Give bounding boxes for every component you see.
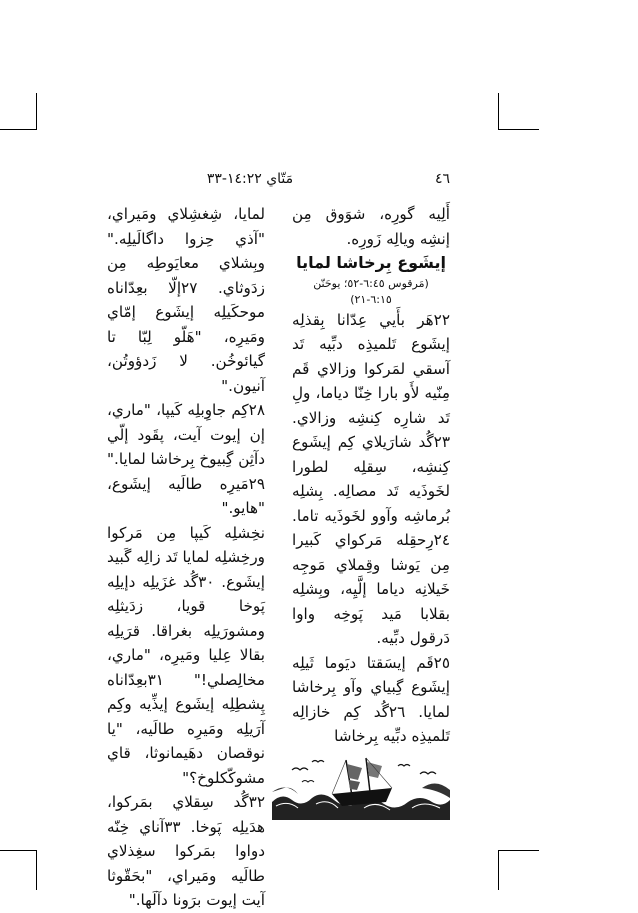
crop-mark-top-right-h xyxy=(499,129,539,130)
crop-mark-top-right xyxy=(498,93,499,130)
crop-mark-top-left-h xyxy=(0,129,36,130)
right-column xyxy=(292,202,450,749)
paragraph: ٢٨كِم جاوِبلِه كَيپا، "ماري، إن إيوت آيت، پقَود إلّي دآثِن گِبيوخ بِرخاشا لمايا." ٢٩مَيرِه طالَيه إيشَوع، "هايو." xyxy=(107,401,265,517)
paragraph: ٢٢هَر بأَيي عِدّانا بِقذلِه إيشَوع تَلميذِه دبِّيه تَد آسقي لمَركوا وزالاي قَم مِنّيه لأَو بارا خِنّا دياما، ولِ تَد شارِه كِنشِه وزالاي. ٢٣گُد شارَيلاي كِم إيشَوع كِنشِه، سِقلِه لطورا لخَوذَيه تَد مصالِه. بِشلِه بُرماشِه وآوو لخَوذَيه تاما. ٢٤رِحقِله مَركواي كَبيرا مِن يَوشا وقِملاي مَوجِه خَيلانِه دياما إلَّيِه، وبِشلِه بقلابا مَيد پَوخِه واوا دَرقول دبِّيه. xyxy=(292,310,450,647)
paragraph: أَلِيه گورِه، شوَوق مِن إنشِه ويالِه زَورِه. xyxy=(292,205,450,248)
crop-mark-bottom-right xyxy=(498,850,499,890)
paragraph: لمايا، شِغشِلاي ومَيراي، "آذي حِزوا داگالَيلِه." وبِشلاي معايَوطِه مِن زدَوثاي. ٢٧إلّا بعِدّاناه موحكَيلِه إيشَوع إمّاي ومَيرِه، "هَلّو لِبّا تا گيائوخُن. لا زَدؤوتُن، آنيون." xyxy=(107,205,265,395)
crop-mark-bottom-left xyxy=(36,850,37,890)
section-heading: إيشَوع بِرخاشا لمايا xyxy=(296,253,446,272)
running-title: مَتّاي ١٤:٢٢-٣٣ xyxy=(206,171,294,187)
ship-in-storm-illustration xyxy=(272,752,450,820)
crop-mark-bottom-left-h xyxy=(0,850,36,851)
paragraph: ٢٥قَم إيسَقتا ديَوما ثَيلِه إيشَوع گِبياي وآو بِرخاشا لمايا. ٢٦گُد كِم خازالِه تَلميذِه دبِّيه بِرخاشا xyxy=(292,653,450,745)
crop-mark-bottom-right-h xyxy=(499,850,539,851)
page-number: ٤٦ xyxy=(434,171,450,187)
paragraph: ٣٢گُد سِقلاي بمَركوا، هدَيلِه پَوخا. ٣٣آناي خِنّه دواوا بمَركوا سغِذلاي طالَيه ومَيراي، "بحَقّوثا آيت إيوت برَونا دآلَها." xyxy=(107,793,266,909)
section-reference: (مَرقوس ٦:٤٥-٥٢؛ يوحَنّن ٦:١٥-٢١) xyxy=(313,276,429,306)
crop-mark-top-left xyxy=(36,93,37,130)
paragraph: نخِشلِه كَيپا مِن مَركوا ورخِشلِه لمايا تَد زالِه گَبيد إيشَوع. ٣٠گُد غزَيلِه دإيلِه پَوخا قويا، زدَيثلِه ومشورَيلِه بغراقا. قرَيلِه بقالا عِليا ومَيرِه، "ماري، مخالِصلي!" ٣١بعِدّاناه پِشطِلِه إيشَوع إيذِّيه وكِم آرَيلِه ومَيرِه طالَيه، "يا نوقصان دهَيمانوثا، قاي مشوكّكلوخ؟" xyxy=(107,523,265,787)
left-column xyxy=(107,202,265,913)
